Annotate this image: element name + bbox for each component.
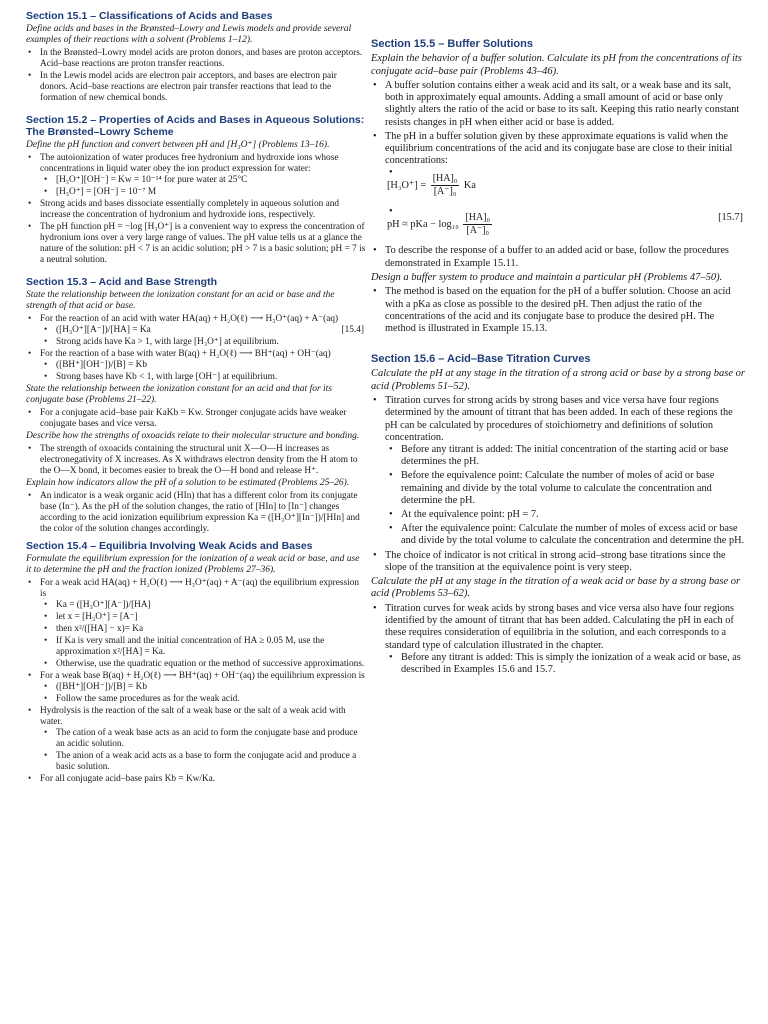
sub-bullet: • Before the equivalence point: Calculate the number of moles of acid or base remaining and divide by the total volume to calculate the concentration and determine the pH.: [387, 470, 745, 507]
bullet-text: Hydrolysis is the reaction of the salt of a weak base or the salt of a weak acid with water.: [40, 706, 346, 727]
bullet: [26, 706, 366, 773]
bullet: • For a conjugate acid–base pair KaKb = Kw. Stronger conjugate acids have weaker conjugate bases and vice versa.: [26, 408, 366, 430]
fraction: [463, 212, 492, 237]
bullet-text: The autoionization of water produces free hydronium and hydroxide ions whose concentrations in liquid water obey the ion product expression for water:: [40, 153, 339, 174]
section-15-6: [371, 353, 745, 676]
objective: Calculate the pH at any stage in the titration of a weak acid or base by a strong base or acid (Problems 53–62).: [371, 575, 741, 600]
objective: Design a buffer system to produce and maintain a particular pH (Problems 47–50).: [371, 271, 723, 283]
fraction-numerator: [HA]₀: [465, 212, 491, 224]
equation-lhs: [H₃O⁺] =: [387, 180, 427, 192]
bullet: • The strength of oxoacids containing the structural unit X—O—H increases as electronegativity of X increases. As X withdraws electron density from the H atom to the O—X bond, it becomes easier to break the O—H bond and release H⁺.: [26, 444, 366, 477]
bullet-text: Titration curves for weak acids by strong bases and vice versa also have four regions identified by the amount of titrant that has been added. Calculating the pH in each of these requires consideration of equilibria in the solution, and each corresponds to a standard type of calculation illustrated in the chapter.: [385, 602, 735, 651]
bullet: • For all conjugate acid–base pairs Kb = Kw/Ka.: [26, 774, 366, 785]
equation-number: [15.4]: [341, 325, 364, 335]
equation-lhs: pH ≈ pKa − log₁₀: [387, 219, 459, 231]
bullet-text: For a weak acid HA(aq) + H₂O(ℓ) ⟶ H₃O⁺(aq) + A⁻(aq) the equilibrium expression is: [40, 578, 359, 599]
objective: Define acids and bases in the Brønsted–Lowry and Lewis models and provide several examples of their reactions with a solvent (Problems 1–12).: [26, 24, 352, 45]
bullet: • Strong acids and bases dissociate essentially completely in aqueous solution and increase the concentration of hydronium and hydroxide ions, respectively.: [26, 199, 366, 221]
sub-bullet: • Before any titrant is added: The initial concentration of the starting acid or base determines the pH.: [387, 444, 745, 468]
bullet-text: The pH in a buffer solution given by these approximate equations is valid when the equilibrium concentrations of the acid and its conjugate base are close to their initial concentrations:: [385, 130, 733, 167]
section-title: Section 15.4 – Equilibria Involving Weak Acids and Bases: [26, 540, 313, 552]
bullet: • In the Lewis model acids are electron pair acceptors, and bases are electron pair donors. Acid–base reactions are electron pair transfer reactions that lead to the formation of new chemical bonds.: [26, 71, 366, 104]
bullet: [371, 131, 745, 244]
sub-bullet: • Follow the same procedures as for the weak acid.: [42, 694, 366, 705]
equation-text: • ([H₃O⁺][A⁻])/[HA] = Ka: [56, 325, 151, 335]
sub-bullet: • The cation of a weak base acts as an acid to form the conjugate base and produce an acidic solution.: [42, 728, 366, 750]
fraction-denominator: [A⁻]₀: [433, 186, 457, 198]
bullet-list: [26, 48, 366, 104]
bullet-list: [371, 80, 745, 270]
section-title: Section 15.6 – Acid–Base Titration Curves: [371, 353, 591, 366]
objective: Explain how indicators allow the pH of a solution to be estimated (Problems 25–26).: [26, 478, 350, 488]
section-15-3: [26, 276, 366, 535]
bullet: [371, 395, 745, 547]
bullet-list: [371, 286, 745, 335]
sub-bullet: • At the equivalence point: pH = 7.: [387, 509, 745, 521]
bullet: • An indicator is a weak organic acid (HIn) that has a different color from its conjugate base (In⁻). As the pH of the solution changes, the ratio of [HIn] to [In⁻] changes according to the acid ionization equilibrium expression Ka = ([H₃O⁺][In⁻])/[HIn] and the color of the solution changes accordingly.: [26, 491, 366, 535]
equation-rhs: Ka: [463, 180, 476, 192]
sub-bullet: • then x²/([HA] − x)= Ka: [42, 624, 366, 635]
section-15-1: [26, 10, 366, 104]
bullet-text: For a weak base B(aq) + H₂O(ℓ) ⟶ BH⁺(aq) + OH⁻(aq) the equilibrium expression is: [40, 671, 365, 681]
bullet: [26, 671, 366, 705]
bullet: [26, 314, 366, 348]
objective: Define the pH function and convert between pH and [H₃O⁺] (Problems 13–16).: [26, 140, 330, 150]
bullet: • In the Brønsted–Lowry model acids are proton donors, and bases are proton acceptors. Acid–base reactions are proton transfer reactions.: [26, 48, 366, 70]
objective: State the relationship between the ionization constant for an acid or base and the strength of that acid or base.: [26, 290, 335, 311]
equation-number: [15.7]: [718, 212, 743, 224]
fraction-numerator: [HA]₀: [432, 173, 458, 185]
objective: Describe how the strengths of oxoacids relate to their molecular structure and bonding.: [26, 431, 360, 441]
bullet-list: [26, 444, 366, 477]
bullet: [26, 578, 366, 670]
objective: State the relationship between the ionization constant for an acid and that for its conjugate base (Problems 21–22).: [26, 384, 333, 405]
bullet-list: [26, 314, 366, 383]
section-title: Section 15.3 – Acid and Base Strength: [26, 276, 217, 288]
equation-buffer-h3o: [387, 167, 745, 204]
sub-bullet: • Ka = ([H₃O⁺][A⁻])/[HA]: [42, 600, 366, 611]
fraction-denominator: [A⁻]₀: [466, 225, 490, 237]
section-title: Section 15.5 – Buffer Solutions: [371, 38, 533, 50]
sub-bullet: • If Ka is very small and the initial concentration of HA ≥ 0.05 M, use the approximation x²/[HA] = Ka.: [42, 636, 366, 658]
objective: Explain the behavior of a buffer solution. Calculate its pH from the concentrations of its conjugate acid–base pair (Problems 43–46).: [371, 53, 742, 77]
bullet-list: [26, 578, 366, 785]
sub-bullet: • Strong acids have Ka > 1, with large [H₃O⁺] at equilibrium.: [42, 337, 366, 348]
bullet: • The method is based on the equation for the pH of a buffer solution. Choose an acid with a pKa as close as possible to the desired pH. Then adjust the ratio of the concentrations of the acid and its conjugate base to produce the desired pH. The method is illustrated in Example 15.13.: [371, 286, 745, 335]
sub-bullet: • [H₃O⁺] = [OH⁻] = 10⁻⁷ M: [42, 187, 366, 198]
fraction: [431, 173, 460, 198]
equation-buffer-ph: [387, 206, 745, 243]
section-title: Section 15.2 – Properties of Acids and Bases in Aqueous Solutions: The Brønsted–Lowry Scheme: [26, 114, 365, 138]
sub-bullet: • Otherwise, use the quadratic equation or the method of successive approximations.: [42, 659, 366, 670]
bullet: [371, 603, 745, 676]
objective: Formulate the equilibrium expression for the ionization of a weak acid or base, and use it to determine the pH and the fraction ionized (Problems 27–36).: [26, 554, 360, 575]
bullet-list: [26, 491, 366, 535]
section-15-4: [26, 540, 366, 785]
bullet-list: [26, 408, 366, 430]
bullet-text: For the reaction of a base with water B(aq) + H₂O(ℓ) ⟶ BH⁺(aq) + OH⁻(aq): [40, 349, 331, 359]
section-15-2: [26, 114, 366, 266]
sub-bullet: • The anion of a weak acid acts as a base to form the conjugate acid and produce a basic solution.: [42, 751, 366, 773]
bullet: [26, 349, 366, 383]
bullet: • The pH function pH = −log [H₃O⁺] is a convenient way to express the concentration of hydronium ions over a very large range of values. The pH value tells us at a glance the nature of the solution: pH < 7 is an acidic solution; pH > 7 is a basic solution; pH = 7 is a neutral solution.: [26, 222, 366, 266]
left-column: [26, 10, 366, 786]
section-15-5: [371, 38, 745, 335]
bullet: [26, 153, 366, 198]
bullet-text: For the reaction of an acid with water HA(aq) + H₂O(ℓ) ⟶ H₃O⁺(aq) + A⁻(aq): [40, 314, 339, 324]
sub-bullet: • let x = [H₃O⁺] = [A⁻]: [42, 612, 366, 623]
sub-bullet: • ([BH⁺][OH⁻])/[B] = Kb: [42, 360, 366, 371]
right-column: [371, 38, 745, 678]
bullet-text: Titration curves for strong acids by strong bases and vice versa have four regions determined by the amount of titrant that has been added. In each of these regions the pH can be calculated by procedures of stoichiometry and definitions of solution concentration.: [385, 395, 733, 443]
bullet-list: [371, 603, 745, 676]
sub-bullet: • After the equivalence point: Calculate the number of moles of excess acid or base and divide by the total volume to calculate the concentration and determine the pH.: [387, 523, 745, 547]
bullet: • The choice of indicator is not critical in strong acid–strong base titrations since the slope of the transition at the equivalence point is very steep.: [371, 550, 745, 574]
sub-bullet: • ([BH⁺][OH⁻])/[B] = Kb: [42, 682, 366, 693]
sub-bullet: • Strong bases have Kb < 1, with large [OH⁻] at equilibrium.: [42, 372, 366, 383]
section-title: Section 15.1 – Classifications of Acids and Bases: [26, 10, 273, 22]
bullet-list: [371, 395, 745, 574]
sub-bullet: • [H₃O⁺][OH⁻] = Kw = 10⁻¹⁴ for pure water at 25°C: [42, 175, 366, 186]
sub-bullet: • Before any titrant is added: This is simply the ionization of a weak acid or base, as described in Examples 15.6 and 15.7.: [387, 652, 745, 676]
bullet: • A buffer solution contains either a weak acid and its salt, or a weak base and its salt, both in approximately equal amounts. Adding a small amount of acid or base only slightly alters the ratio of the acid or base to its salt. Keeping this ratio nearly constant resists changes in pH when either acid or base is added.: [371, 80, 745, 129]
bullet: • To describe the response of a buffer to an added acid or base, follow the procedures demonstrated in Example 15.11.: [371, 245, 745, 269]
objective: Calculate the pH at any stage in the titration of a strong acid or base by a strong base or acid (Problems 51–52).: [371, 368, 745, 392]
bullet-list: [26, 153, 366, 266]
sub-bullet: [42, 325, 366, 336]
